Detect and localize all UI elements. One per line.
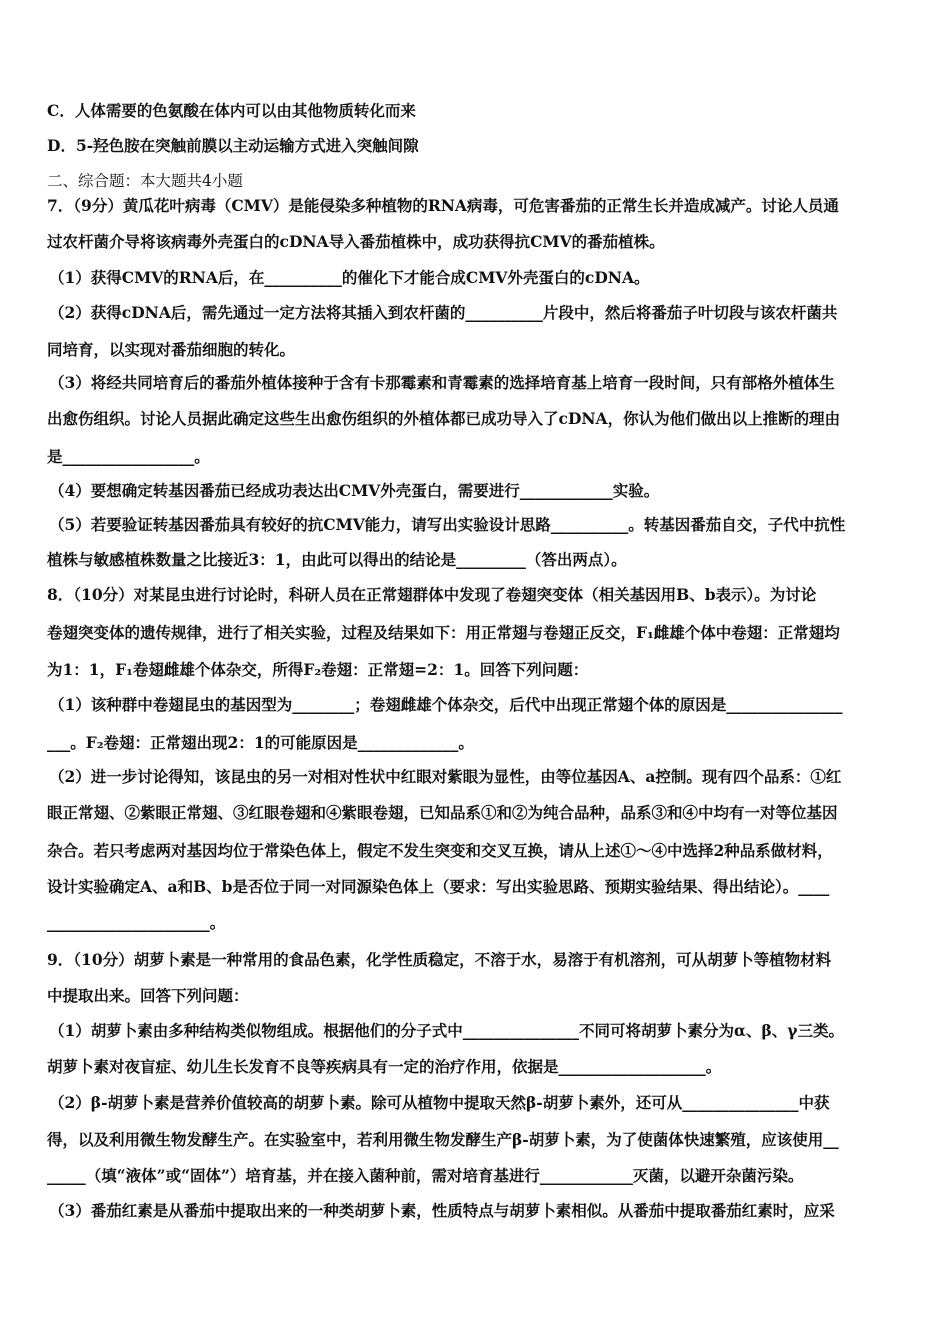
q9-part-2-line-3: _____（填“液体”或“固体”）培育基，并在接入菌种前，需对培育基进行____________灭菌，以避开杂菌污染。 [47,1166,804,1185]
q8-part-1-line-2: ___。F₂卷翅：正常翅出现2：1的可能原因是_____________。 [47,733,474,752]
q9-stem-line-2: 中提取出来。回答下列问题： [47,986,249,1005]
q7-stem-line-1: 7．（9分）黄瓜花叶病毒（CMV）是能侵染多种植物的RNA病毒，可危害番茄的正常生长并造成减产。讨论人员通 [47,196,839,215]
q7-part-4: （4）要想确定转基因番茄已经成功表达出CMV外壳蛋白，需要进行____________实验。 [49,481,660,500]
q7-part-2-line-1: （2）获得cDNA后，需先通过一定方法将其插入到农杆菌的__________片段中，然后将番茄子叶切段与该农杆菌共 [49,303,838,322]
section-heading: 二、综合题：本大题共4小题 [47,172,243,190]
q9-part-2-line-2: 得，以及利用微生物发酵生产。在实验室中，若利用微生物发酵生产β-胡萝卜素，为了使菌体快速繁殖，应该使用__ [47,1130,839,1149]
q8-stem-line-2: 卷翅突变体的遗传规律，进行了相关实验，过程及结果如下：用正常翅与卷翅正反交，F₁雌雄个体中卷翅：正常翅均 [47,623,840,642]
q8-part-1-line-1: （1）该种群中卷翅昆虫的基因型为________；卷翅雌雄个体杂交，后代中出现正常翅个体的原因是_______________ [49,695,843,714]
q9-part-1-line-2: 胡萝卜素对夜盲症、幼儿生长发育不良等疾病具有一定的治疗作用，依据是___________________。 [47,1057,722,1076]
q8-stem-line-3: 为1：1，F₁卷翅雌雄个体杂交，所得F₂卷翅：正常翅=2：1。回答下列问题： [47,660,589,679]
q7-part-2-line-2: 同培育，以实现对番茄细胞的转化。 [47,340,296,359]
q8-part-2-line-1: （2）进一步讨论得知，该昆虫的另一对相对性状中红眼对紫眼为显性，由等位基因A、a控制。现有四个品系：①红 [49,767,842,786]
q8-part-2-line-5: _____________________。 [47,913,226,932]
q7-part-5-line-2: 植株与敏感植株数量之比接近3：1，由此可以得出的结论是_________（答出两点）。 [47,550,627,569]
q8-part-2-line-2: 眼正常翅、②紫眼正常翅、③红眼卷翅和④紫眼卷翅，已知品系①和②为纯合品种，品系③和④中均有一对等位基因 [47,803,838,822]
option-d: D．5-羟色胺在突触前膜以主动运输方式进入突触间隙 [47,136,419,155]
q9-part-2-line-1: （2）β-胡萝卜素是营养价值较高的胡萝卜素。除可从植物中提取天然β-胡萝卜素外，还可从_______________中获 [49,1093,830,1112]
q8-stem-line-1: 8．（10分）对某昆虫进行讨论时，科研人员在正常翅群体中发现了卷翅突变体（相关基因用B、b表示）。为讨论 [47,585,817,604]
q9-part-1-line-1: （1）胡萝卜素由多种结构类似物组成。根据他们的分子式中_______________不同可将胡萝卜素分为α、β、γ三类。 [49,1021,844,1040]
q9-stem-line-1: 9．（10分）胡萝卜素是一种常用的食品色素，化学性质稳定，不溶于水，易溶于有机溶剂，可从胡萝卜等植物材料 [47,950,832,969]
q7-part-5-line-1: （5）若要验证转基因番茄具有较好的抗CMV能力，请写出实验设计思路__________。转基因番茄自交，子代中抗性 [49,515,846,534]
q8-part-2-line-3: 杂合。若只考虑两对基因均位于常染色体上，假定不发生突变和交叉互换，请从上述①～④中选择2种品系做材料， [47,841,833,860]
q8-part-2-line-4: 设计实验确定A、a和B、b是否位于同一对同源染色体上（要求：写出实验思路、预期实验结果、得出结论）。____ [47,877,830,896]
q7-stem-line-2: 过农杆菌介导将该病毒外壳蛋白的cDNA导入番茄植株中，成功获得抗CMV的番茄植株。 [47,232,665,251]
q7-part-1: （1）获得CMV的RNA后，在__________的催化下才能合成CMV外壳蛋白的cDNA。 [49,268,650,287]
option-c: C．人体需要的色氨酸在体内可以由其他物质转化而来 [47,101,416,120]
q9-part-3-line-1: （3）番茄红素是从番茄中提取出来的一种类胡萝卜素，性质特点与胡萝卜素相似。从番茄中提取番茄红素时，应采 [49,1201,835,1220]
q7-part-3-line-2: 出愈伤组织。讨论人员据此确定这些生出愈伤组织的外植体都已成功导入了cDNA，你认为他们做出以上推断的理由 [47,409,841,428]
q7-part-3-line-3: 是_________________。 [47,447,210,466]
q7-part-3-line-1: （3）将经共同培育后的番茄外植体接种于含有卡那霉素和青霉素的选择培育基上培育一段时间，只有部格外植体生 [49,373,835,392]
